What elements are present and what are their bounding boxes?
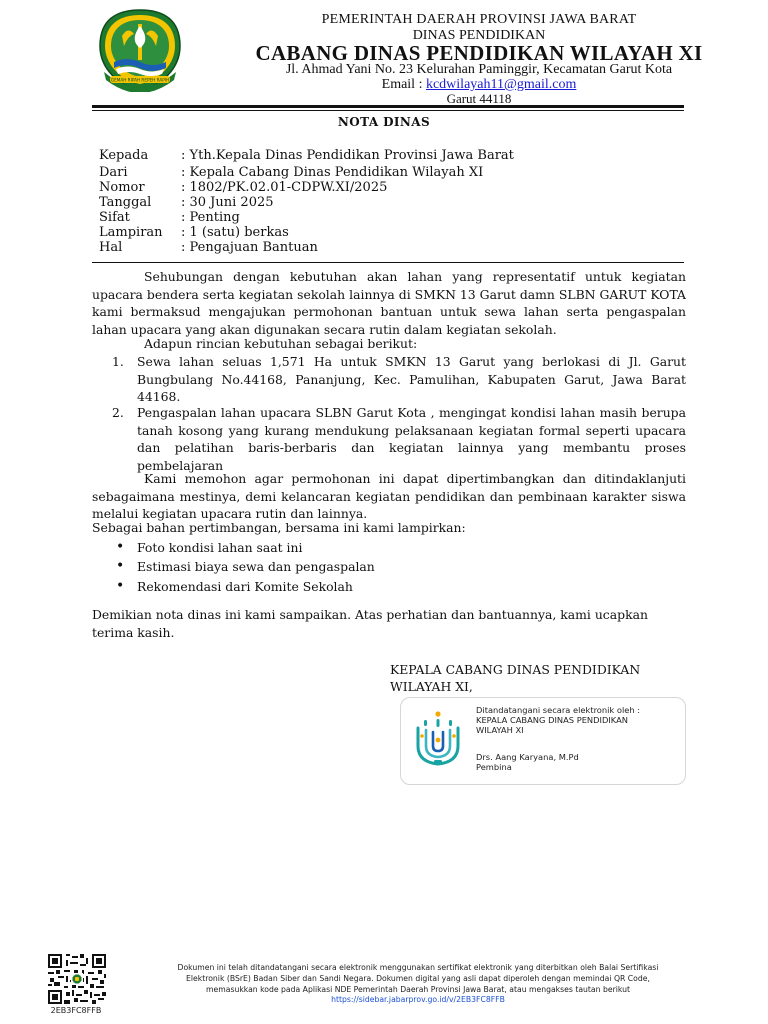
field-value: : Pengajuan Bantuan — [181, 240, 318, 255]
signed-by-label: Ditandatangani secara elektronik oleh : — [476, 705, 641, 715]
signer-position-line1: KEPALA CABANG DINAS PENDIDIKAN — [476, 715, 628, 725]
letterhead-city: Garut 44118 — [446, 91, 512, 106]
list-item: Sewa lahan seluas 1,571 Ha untuk SMKN 13 Garut yang berlokasi di Jl. Garut Bungbulang No.44168, Pananjung, Kec. Pamulihan, Kabupaten Garut, Jawa Barat 44168. — [137, 354, 686, 404]
letterhead-branch: CABANG DINAS PENDIDIKAN WILAYAH XI — [255, 41, 703, 65]
letterhead-thin-rule — [92, 110, 684, 111]
field-value: : 1802/PK.02.01-CDPW.XI/2025 — [181, 180, 388, 195]
signer-position-line2: WILAYAH XI — [476, 725, 524, 735]
logo-motto: GEMAH RIPAH REPEH RAPIH — [110, 77, 170, 83]
signer-rank: Pembina — [476, 762, 512, 772]
footer-line2: Elektronik (BSrE) Badan Siber dan Sandi Negara. Dokumen digital yang asli dapat diperoleh dengan memindai QR Code, — [186, 974, 650, 983]
bullet-icon: • — [116, 558, 125, 574]
bullet-icon: • — [116, 539, 125, 555]
field-label: Sifat — [99, 210, 130, 225]
field-value: : 1 (satu) berkas — [181, 225, 289, 240]
verification-link[interactable]: https://sidebar.jabarprov.go.id/v/2EB3FC8FFB — [331, 995, 505, 1004]
field-value: : Yth.Kepala Dinas Pendidikan Provinsi Jawa Barat — [181, 148, 514, 163]
footer-line1: Dokumen ini telah ditandatangani secara elektronik menggunakan sertifikat elektronik yang diterbitkan oleh Balai Sertifikasi — [177, 963, 659, 972]
paragraph-details-intro: Adapun rincian kebutuhan sebagai berikut: — [144, 336, 418, 351]
signature-title-line2: WILAYAH XI, — [390, 679, 473, 694]
list-number: 1. — [112, 354, 124, 369]
footer-link-line — [118, 994, 718, 1005]
field-label: Nomor — [99, 180, 145, 195]
field-label: Kepada — [99, 148, 149, 163]
attachment-item: Estimasi biaya sewa dan pengaspalan — [137, 559, 375, 574]
signature-title-line1: KEPALA CABANG DINAS PENDIDIKAN — [390, 662, 641, 677]
letterhead-government: PEMERINTAH DAERAH PROVINSI JAWA BARAT — [321, 12, 637, 27]
west-java-emblem-logo — [94, 6, 186, 92]
field-value: : Kepala Cabang Dinas Pendidikan Wilayah XI — [181, 165, 484, 180]
header-divider — [92, 262, 684, 263]
field-label: Dari — [99, 165, 128, 180]
letterhead-thick-rule — [92, 105, 684, 108]
list-number: 2. — [112, 405, 124, 420]
field-value: : Penting — [181, 210, 240, 225]
email-label: Email : — [381, 77, 426, 92]
signer-name: Drs. Aang Karyana, M.Pd — [476, 752, 579, 762]
footer-line3: memasukkan kode pada Aplikasi NDE Pemerintah Daerah Provinsi Jawa Barat, atau mengakses tautan berikut — [206, 985, 630, 994]
qr-code-image[interactable] — [48, 954, 106, 1004]
attachment-item: Foto kondisi lahan saat ini — [137, 540, 303, 555]
field-label: Tanggal — [99, 195, 152, 210]
paragraph-intro: Sehubungan dengan kebutuhan akan lahan yang representatif untuk kegiatan upacara bendera serta kegiatan sekolah lainnya di SMKN 13 Garut damn SLBN GARUT KOTA kami bermaksud mengajukan permohonan bantuan untuk sewa lahan serta pengaspalan lahan upacara yang akan digunakan secara rutin dalam kegiatan sekolah. — [92, 269, 686, 337]
attachment-item: Rekomendasi dari Komite Sekolah — [137, 579, 353, 594]
document-title: NOTA DINAS — [337, 115, 431, 129]
email-link[interactable]: kcdwilayah11@gmail.com — [425, 77, 577, 92]
paragraph-closing: Demikian nota dinas ini kami sampaikan. Atas perhatian dan bantuannya, kami ucapkan terima kasih. — [92, 607, 648, 640]
field-label: Lampiran — [99, 225, 163, 240]
letterhead-address: Jl. Ahmad Yani No. 23 Kelurahan Paminggir, Kecamatan Garut Kota — [285, 62, 673, 77]
letterhead-department: DINAS PENDIDIKAN — [412, 28, 546, 43]
field-value: : 30 Juni 2025 — [181, 195, 274, 210]
bsre-signature-icon — [410, 706, 466, 770]
signature-title — [390, 661, 730, 695]
bullet-icon: • — [116, 578, 125, 594]
qr-code-label: 2EB3FC8FFB — [50, 1006, 102, 1015]
paragraph-request: Kami memohon agar permohonan ini dapat dipertimbangkan dan ditindaklanjuti sebagaimana mestinya, demi kelancaran kegiatan pendidikan dan pembinaan karakter siswa melalui kegiatan upacara rutin dan lainnya. — [92, 471, 686, 521]
field-label: Hal — [99, 240, 123, 255]
list-item: Pengaspalan lahan upacara SLBN Garut Kota , mengingat kondisi lahan masih berupa tanah kosong yang kurang mendukung pelaksanaan kegiatan formal seperti upacara dan pelatihan baris-berbaris dan kegiatan lainnya yang membantu proses pembelajaran — [137, 405, 686, 473]
paragraph-attachments-intro: Sebagai bahan pertimbangan, bersama ini kami lampirkan: — [92, 520, 466, 535]
